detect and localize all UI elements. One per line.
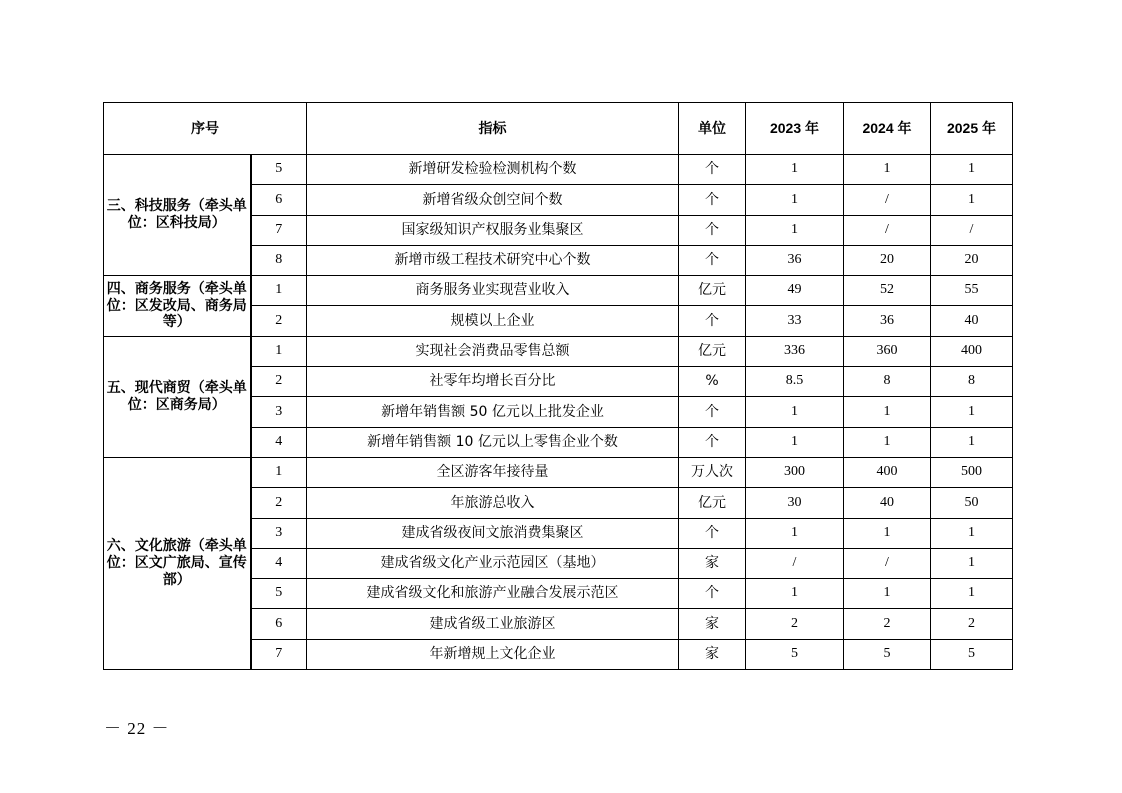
value-2025-cell: 400: [931, 336, 1013, 366]
unit-cell: %: [679, 367, 746, 397]
value-2023-cell: 5: [746, 639, 844, 669]
value-2023-cell: /: [746, 548, 844, 578]
value-2025-cell: 50: [931, 488, 1013, 518]
table-row: [104, 276, 1013, 306]
value-2024-cell: /: [844, 548, 931, 578]
indicator-cell: 建成省级工业旅游区: [307, 609, 679, 639]
value-2024-cell: 36: [844, 306, 931, 336]
value-2023-cell: 1: [746, 397, 844, 427]
indicator-cell: 新增年销售额 10 亿元以上零售企业个数: [307, 427, 679, 457]
indicator-cell: 商务服务业实现营业收入: [307, 276, 679, 306]
value-2025-cell: 1: [931, 579, 1013, 609]
value-2024-cell: 5: [844, 639, 931, 669]
row-number-cell: 6: [251, 609, 307, 639]
value-2024-cell: 1: [844, 427, 931, 457]
unit-cell: 个: [679, 397, 746, 427]
indicator-cell: 社零年均增长百分比: [307, 367, 679, 397]
header-2023: 2023 年: [746, 103, 844, 155]
value-2025-cell: 1: [931, 427, 1013, 457]
value-2025-cell: 500: [931, 457, 1013, 487]
value-2025-cell: 1: [931, 518, 1013, 548]
row-number-cell: 6: [251, 185, 307, 215]
indicator-cell: 建成省级文化和旅游产业融合发展示范区: [307, 579, 679, 609]
value-2025-cell: 40: [931, 306, 1013, 336]
row-number-cell: 3: [251, 397, 307, 427]
value-2025-cell: 8: [931, 367, 1013, 397]
row-number-cell: 1: [251, 276, 307, 306]
unit-cell: 家: [679, 609, 746, 639]
row-number-cell: 2: [251, 488, 307, 518]
value-2025-cell: 1: [931, 155, 1013, 185]
value-2024-cell: 360: [844, 336, 931, 366]
value-2024-cell: /: [844, 185, 931, 215]
value-2024-cell: 52: [844, 276, 931, 306]
indicator-cell: 新增省级众创空间个数: [307, 185, 679, 215]
unit-cell: 个: [679, 306, 746, 336]
row-number-cell: 7: [251, 639, 307, 669]
value-2024-cell: 20: [844, 245, 931, 275]
unit-cell: 亿元: [679, 336, 746, 366]
value-2023-cell: 1: [746, 185, 844, 215]
table-row: [104, 155, 1013, 185]
table-header-row: [104, 103, 1013, 155]
value-2024-cell: 40: [844, 488, 931, 518]
row-number-cell: 2: [251, 306, 307, 336]
unit-cell: 万人次: [679, 457, 746, 487]
unit-cell: 个: [679, 579, 746, 609]
unit-cell: 个: [679, 155, 746, 185]
row-number-cell: 5: [251, 579, 307, 609]
value-2025-cell: 1: [931, 185, 1013, 215]
value-2023-cell: 300: [746, 457, 844, 487]
value-2025-cell: 2: [931, 609, 1013, 639]
table-row: [104, 457, 1013, 487]
header-unit: 单位: [679, 103, 746, 155]
category-cell: 六、文化旅游（牵头单位：区文广旅局、宣传部）: [104, 457, 251, 669]
category-cell: 三、科技服务（牵头单位：区科技局）: [104, 155, 251, 276]
row-number-cell: 5: [251, 155, 307, 185]
value-2025-cell: 20: [931, 245, 1013, 275]
unit-cell: 个: [679, 215, 746, 245]
value-2023-cell: 336: [746, 336, 844, 366]
value-2024-cell: 2: [844, 609, 931, 639]
page-number: － 22 －: [104, 719, 170, 738]
value-2023-cell: 2: [746, 609, 844, 639]
table-body: [104, 155, 1013, 670]
row-number-cell: 1: [251, 336, 307, 366]
value-2023-cell: 33: [746, 306, 844, 336]
indicator-cell: 年旅游总收入: [307, 488, 679, 518]
indicator-cell: 全区游客年接待量: [307, 457, 679, 487]
value-2023-cell: 1: [746, 518, 844, 548]
value-2025-cell: 55: [931, 276, 1013, 306]
value-2025-cell: /: [931, 215, 1013, 245]
value-2024-cell: /: [844, 215, 931, 245]
indicator-table: [103, 102, 1013, 670]
value-2023-cell: 1: [746, 579, 844, 609]
indicator-cell: 规模以上企业: [307, 306, 679, 336]
row-number-cell: 2: [251, 367, 307, 397]
value-2023-cell: 8.5: [746, 367, 844, 397]
unit-cell: 家: [679, 548, 746, 578]
value-2023-cell: 30: [746, 488, 844, 518]
category-cell: 四、商务服务（牵头单位：区发改局、商务局等）: [104, 276, 251, 337]
indicator-cell: 新增市级工程技术研究中心个数: [307, 245, 679, 275]
indicator-cell: 新增研发检验检测机构个数: [307, 155, 679, 185]
header-seq: 序号: [104, 103, 307, 155]
unit-cell: 个: [679, 185, 746, 215]
row-number-cell: 1: [251, 457, 307, 487]
value-2024-cell: 8: [844, 367, 931, 397]
value-2023-cell: 1: [746, 155, 844, 185]
value-2023-cell: 1: [746, 427, 844, 457]
value-2025-cell: 1: [931, 548, 1013, 578]
value-2024-cell: 400: [844, 457, 931, 487]
row-number-cell: 4: [251, 427, 307, 457]
value-2024-cell: 1: [844, 397, 931, 427]
unit-cell: 家: [679, 639, 746, 669]
value-2023-cell: 1: [746, 215, 844, 245]
value-2024-cell: 1: [844, 155, 931, 185]
category-cell: 五、现代商贸（牵头单位：区商务局）: [104, 336, 251, 457]
value-2024-cell: 1: [844, 579, 931, 609]
value-2025-cell: 1: [931, 397, 1013, 427]
indicator-cell: 建成省级夜间文旅消费集聚区: [307, 518, 679, 548]
indicator-cell: 建成省级文化产业示范园区（基地）: [307, 548, 679, 578]
row-number-cell: 4: [251, 548, 307, 578]
unit-cell: 亿元: [679, 276, 746, 306]
value-2025-cell: 5: [931, 639, 1013, 669]
header-2024: 2024 年: [844, 103, 931, 155]
unit-cell: 个: [679, 245, 746, 275]
unit-cell: 个: [679, 518, 746, 548]
row-number-cell: 3: [251, 518, 307, 548]
value-2024-cell: 1: [844, 518, 931, 548]
indicator-cell: 国家级知识产权服务业集聚区: [307, 215, 679, 245]
unit-cell: 个: [679, 427, 746, 457]
indicator-cell: 实现社会消费品零售总额: [307, 336, 679, 366]
value-2023-cell: 49: [746, 276, 844, 306]
header-indicator: 指标: [307, 103, 679, 155]
row-number-cell: 7: [251, 215, 307, 245]
unit-cell: 亿元: [679, 488, 746, 518]
table-row: [104, 336, 1013, 366]
row-number-cell: 8: [251, 245, 307, 275]
indicator-cell: 新增年销售额 50 亿元以上批发企业: [307, 397, 679, 427]
value-2023-cell: 36: [746, 245, 844, 275]
header-2025: 2025 年: [931, 103, 1013, 155]
indicator-cell: 年新增规上文化企业: [307, 639, 679, 669]
